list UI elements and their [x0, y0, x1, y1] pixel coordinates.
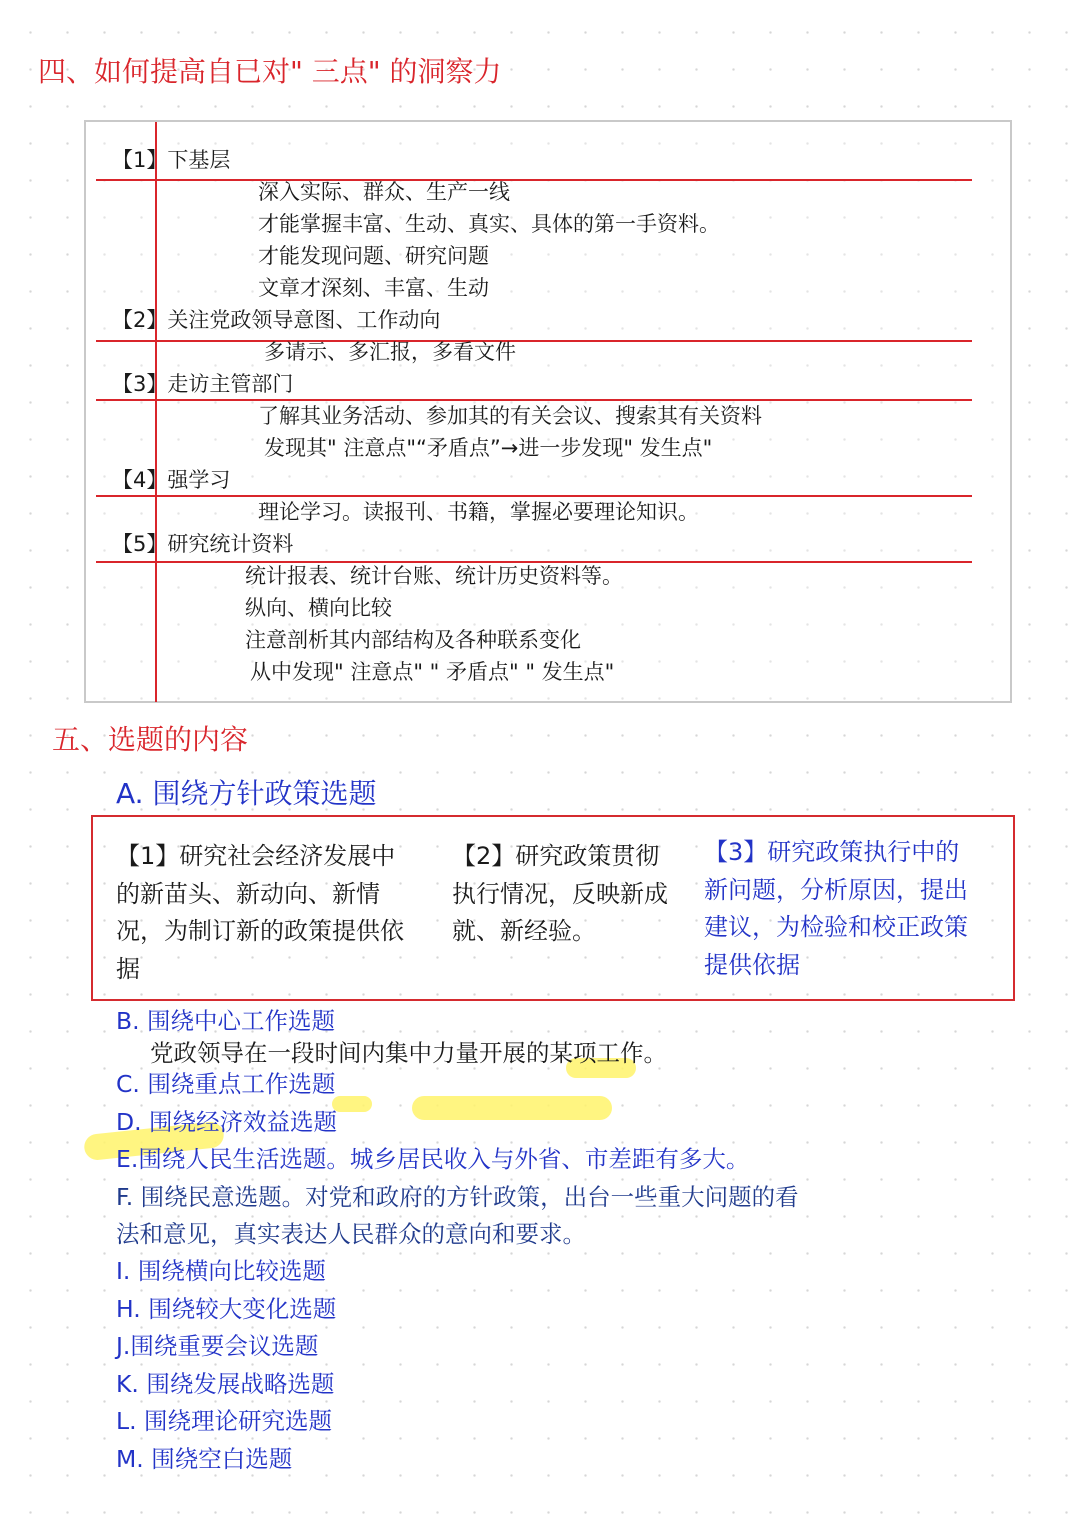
topic-f: F. 围绕民意选题。对党和政府的方针政策，出台一些重大问题的看	[116, 1183, 799, 1211]
highlight-mark	[412, 1096, 612, 1120]
topic-b-desc: 党政领导在一段时间内集中力量开展的某项工作。	[150, 1039, 667, 1067]
item-1-detail: 文章才深刻、丰富、生动	[258, 276, 489, 300]
item-3-detail: 了解其业务活动、参加其的有关会议、搜索其有关资料	[258, 404, 762, 428]
highlight-mark	[332, 1096, 372, 1112]
section4-title: 四、如何提高自已对" 三点" 的洞察力	[38, 55, 502, 88]
topic-h: H. 围绕较大变化选题	[116, 1295, 337, 1323]
item-5-detail: 纵向、横向比较	[245, 596, 392, 620]
item-5-detail: 统计报表、统计台账、统计历史资料等。	[245, 564, 623, 588]
topic-e: E.围绕人民生活选题。城乡居民收入与外省、市差距有多大。	[116, 1145, 750, 1173]
policy-topic-title: A. 围绕方针政策选题	[116, 777, 377, 810]
topic-l: L. 围绕理论研究选题	[116, 1407, 333, 1435]
margin-line	[155, 122, 157, 702]
topic-i: I. 围绕横向比较选题	[116, 1257, 326, 1285]
topic-b: B. 围绕中心工作选题	[116, 1007, 336, 1035]
topic-m: M. 围绕空白选题	[116, 1445, 293, 1473]
item-4-detail: 理论学习。读报刊、书籍，掌握必要理论知识。	[258, 500, 699, 524]
item-5-label: 【5】研究统计资料	[112, 532, 294, 556]
item-2-detail: 多请示、多汇报，多看文件	[264, 340, 516, 364]
item-5-detail: 从中发现" 注意点" " 矛盾点" " 发生点"	[250, 660, 615, 684]
item-1-label: 【1】下基层	[112, 148, 231, 172]
policy-item-2: 【2】研究政策贯彻执行情况，反映新成就、新经验。	[452, 842, 668, 945]
rule-line	[96, 340, 972, 342]
topic-k: K. 围绕发展战略选题	[116, 1370, 335, 1398]
item-4-label: 【4】强学习	[112, 468, 231, 492]
topic-d: D. 围绕经济效益选题	[116, 1108, 338, 1136]
item-1-detail: 才能发现问题、研究问题	[258, 244, 489, 268]
topic-j: J.围绕重要会议选题	[116, 1332, 319, 1360]
item-2-label: 【2】关注党政领导意图、工作动向	[112, 308, 441, 332]
rule-line	[96, 179, 972, 181]
item-3-label: 【3】走访主管部门	[112, 372, 294, 396]
topic-c: C. 围绕重点工作选题	[116, 1070, 336, 1098]
section5-title: 五、选题的内容	[52, 723, 249, 756]
topic-f-cont: 法和意见，真实表达人民群众的意向和要求。	[116, 1220, 586, 1248]
item-5-detail: 注意剖析其内部结构及各种联系变化	[245, 628, 581, 652]
item-1-detail: 深入实际、群众、生产一线	[258, 180, 510, 204]
item-1-detail: 才能掌握丰富、生动、真实、具体的第一手资料。	[258, 212, 720, 236]
policy-item-3: 【3】研究政策执行中的新问题，分析原因，提出建议，为检验和校正政策提供依据	[704, 838, 968, 979]
policy-item-1: 【1】研究社会经济发展中的新苗头、新动向、新情况，为制订新的政策提供依据	[116, 842, 404, 983]
item-3-detail: 发现其" 注意点"“矛盾点”→进一步发现" 发生点"	[264, 436, 713, 460]
